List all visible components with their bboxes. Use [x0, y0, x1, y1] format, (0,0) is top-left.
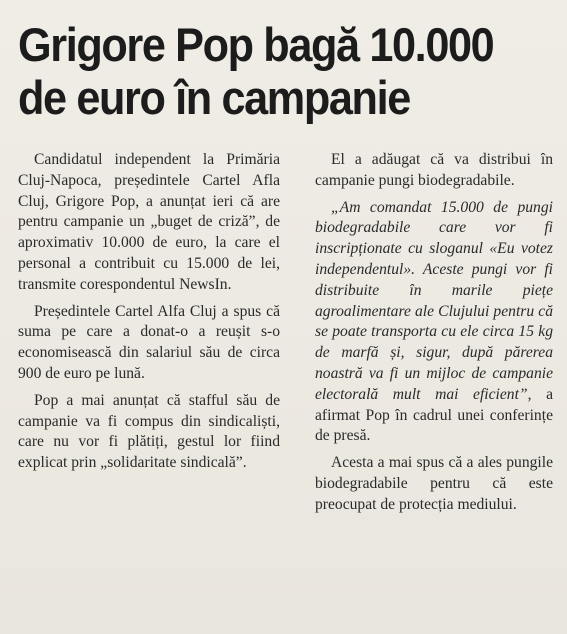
right-column [315, 150, 553, 522]
headline [18, 18, 508, 124]
paragraph-1: Candidatul independent la Primăria Cluj-Napoca, președintele Cartel Afla Cluj, Grigore Pop, a anunțat ieri că are pentru campanie un „buget de criză”, de aproximativ 10.000 de euro, la care el personal a contribuit cu 15.000 de lei, transmite corespondentul NewsIn. [18, 151, 280, 293]
headline-line-1: Grigore Pop bagă 10.000 [18, 18, 494, 71]
article-body [18, 150, 553, 522]
paragraph-4: El a adăugat că va distribui în campanie pungi biodegradabile. [315, 151, 553, 189]
paragraph-6: Acesta a mai spus că a ales pungile biodegradabile pentru că este preocupat de protecția mediului. [315, 454, 553, 513]
left-column [18, 150, 280, 522]
paragraph-3: Pop a mai anunțat că stafful său de campanie va fi compus din sindicaliști, care nu vor fi plătiți, gestul lor fiind explicat prin „solidaritate sindicală”. [18, 391, 280, 472]
paragraph-5 [315, 198, 553, 448]
headline-line-2: de euro în campanie [18, 71, 410, 124]
quote-attribution: , a afirmat Pop în cadrul unei conferințe de presă. [315, 385, 553, 445]
quote-text: „Am comandat 15.000 de pungi biodegradabile care vor fi inscripționate cu sloganul «Eu votez independentul». Aceste pungi vor fi distribuite în marile piețe agroalimentare ale Clujului pentru că se poate transporta cu ele circa 15 kg de marfă și, sigur, după părerea noastră va fi un mijloc de campanie electorală mult mai eficient” [315, 198, 553, 403]
paragraph-2: Președintele Cartel Alfa Cluj a spus că suma pe care a donat-o a reușit s-o economisească din salariul său de circa 900 de euro pe lună. [18, 302, 280, 382]
